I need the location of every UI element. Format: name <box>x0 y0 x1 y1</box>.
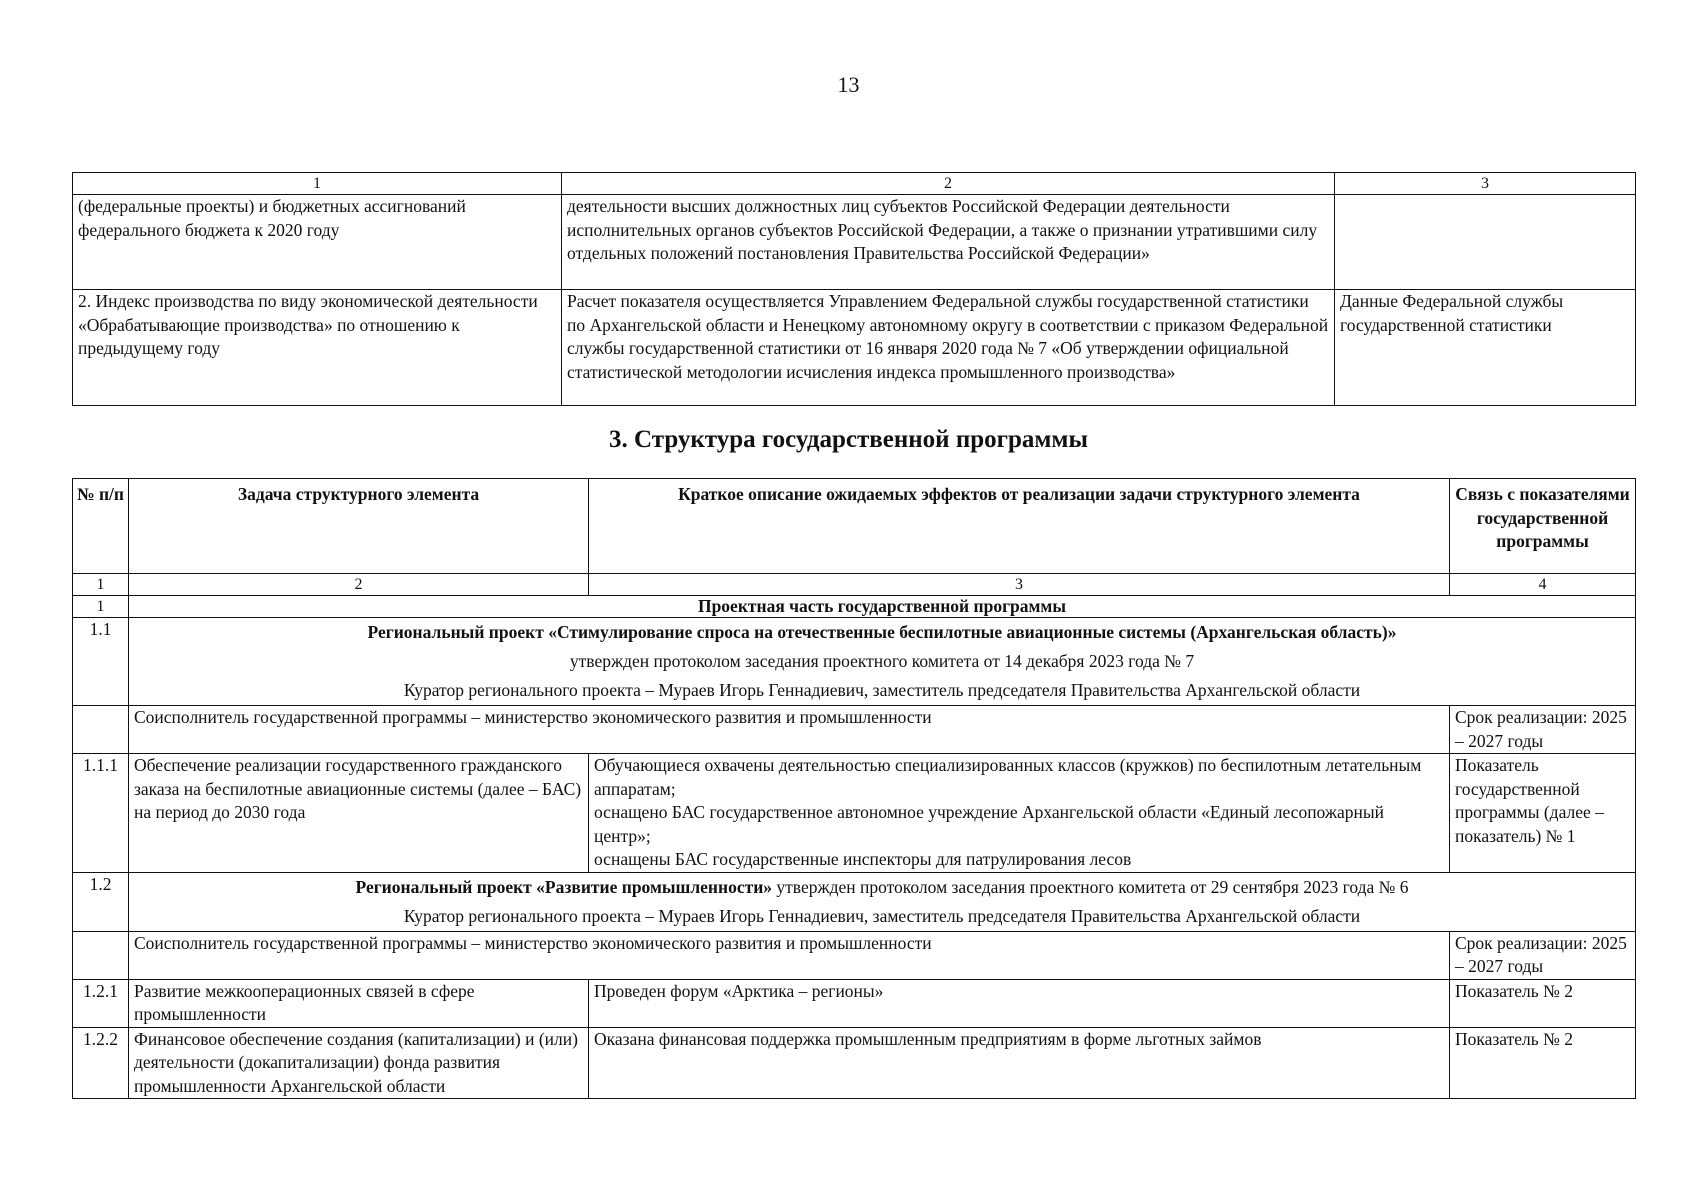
project-info <box>129 872 1636 931</box>
project-title: Региональный проект «Стимулирование спроса на отечественные беспилотные авиационные системы (Архангельская область)» <box>367 622 1397 642</box>
link-cell: Показатель № 2 <box>1450 1027 1636 1099</box>
column-number: 1 <box>73 574 129 596</box>
coexecutor: Соисполнитель государственной программы – министерство экономического развития и промышленности <box>129 706 1450 754</box>
link-cell: Показатель № 2 <box>1450 979 1636 1027</box>
project-row <box>73 872 1636 931</box>
indicator-cell: 2. Индекс производства по виду экономической деятельности «Обрабатывающие производства» по отношению к предыдущему году <box>73 290 562 406</box>
task-cell: Обеспечение реализации государственного гражданского заказа на беспилотные авиационные системы (далее – БАС) на период до 2030 года <box>129 754 589 873</box>
coexecutor-row <box>73 706 1636 754</box>
row-num: 1.2 <box>73 872 129 931</box>
part-title: Проектная часть государственной программы <box>129 596 1636 618</box>
project-row <box>73 618 1636 706</box>
project-approved: утвержден протоколом заседания проектного комитета от 14 декабря 2023 года № 7 <box>569 651 1195 671</box>
column-number-row <box>73 574 1636 596</box>
column-number: 2 <box>562 173 1335 195</box>
indicator-table <box>72 172 1636 406</box>
method-cell: Расчет показателя осуществляется Управлением Федеральной службы государственной статистики по Архангельской области и Ненецкому автономному округу в соответствии с приказом Федеральной службы государственной статистики от 16 января 2020 года № 7 «Об утверждении официальной статистической методологии исчисления индекса промышленного производства» <box>562 290 1335 406</box>
project-approved: утвержден протоколом заседания проектного комитета от 29 сентября 2023 года № 6 <box>772 876 1409 897</box>
task-cell: Развитие межкооперационных связей в сфере промышленности <box>129 979 589 1027</box>
task-cell: Финансовое обеспечение создания (капитализации) и (или) деятельности (докапитализации) фонда развития промышленности Архангельской области <box>129 1027 589 1099</box>
header-link: Связь с показателями государственной программы <box>1450 479 1636 574</box>
row-num: 1.2.2 <box>73 1027 129 1099</box>
effects-cell: Проведен форум «Арктика – регионы» <box>589 979 1450 1027</box>
coexecutor: Соисполнитель государственной программы – министерство экономического развития и промышленности <box>129 931 1450 979</box>
method-cell: деятельности высших должностных лиц субъектов Российской Федерации деятельности исполнительных органов субъектов Российской Федерации, а также о признании утратившими силу отдельных положений постановления Правительства Российской Федерации» <box>562 195 1335 290</box>
header-effects: Краткое описание ожидаемых эффектов от реализации задачи структурного элемента <box>589 479 1450 574</box>
table-row <box>73 195 1636 290</box>
link-cell: Показатель государственной программы (далее – показатель) № 1 <box>1450 754 1636 873</box>
effect-line: оснащено БАС государственное автономное учреждение Архангельской области «Единый лесопожарный центр»; <box>594 802 1384 846</box>
effects-cell: Оказана финансовая поддержка промышленным предприятиям в форме льготных займов <box>589 1027 1450 1099</box>
project-curator: Куратор регионального проекта – Мураев Игорь Геннадиевич, заместитель председателя Правительства Архангельской области <box>403 905 1361 926</box>
page-number: 13 <box>837 72 860 97</box>
source-cell: Данные Федеральной службы государственной статистики <box>1335 290 1636 406</box>
effect-line: оснащены БАС государственные инспекторы для патрулирования лесов <box>594 849 1132 869</box>
row-num: 1.1.1 <box>73 754 129 873</box>
table-row <box>73 290 1636 406</box>
table-row <box>73 979 1636 1027</box>
program-structure-table <box>72 478 1636 1099</box>
part-row <box>73 596 1636 618</box>
project-info <box>129 618 1636 706</box>
row-num: 1.2.1 <box>73 979 129 1027</box>
header-num: № п/п <box>73 479 129 574</box>
source-cell <box>1335 195 1636 290</box>
section-title: 3. Структура государственной программы <box>609 426 1088 453</box>
row-num: 1 <box>73 596 129 618</box>
column-number: 3 <box>589 574 1450 596</box>
column-number-row <box>73 173 1636 195</box>
header-task: Задача структурного элемента <box>129 479 589 574</box>
table-row <box>73 1027 1636 1099</box>
column-number: 4 <box>1450 574 1636 596</box>
column-number: 1 <box>73 173 562 195</box>
term: Срок реализации: 2025 – 2027 годы <box>1450 931 1636 979</box>
project-curator: Куратор регионального проекта – Мураев Игорь Геннадиевич, заместитель председателя Правительства Архангельской области <box>403 680 1361 700</box>
effect-line: Обучающиеся охвачены деятельностью специализированных классов (кружков) по беспилотным летательным аппаратам; <box>594 755 1422 799</box>
indicator-cell: (федеральные проекты) и бюджетных ассигнований федерального бюджета к 2020 году <box>73 195 562 290</box>
table-row <box>73 754 1636 873</box>
effects-cell <box>589 754 1450 873</box>
row-num: 1.1 <box>73 618 129 706</box>
term: Срок реализации: 2025 – 2027 годы <box>1450 706 1636 754</box>
project-title: Региональный проект «Развитие промышленности» <box>355 876 773 897</box>
column-number: 2 <box>129 574 589 596</box>
column-number: 3 <box>1335 173 1636 195</box>
header-row <box>73 479 1636 574</box>
coexecutor-row <box>73 931 1636 979</box>
